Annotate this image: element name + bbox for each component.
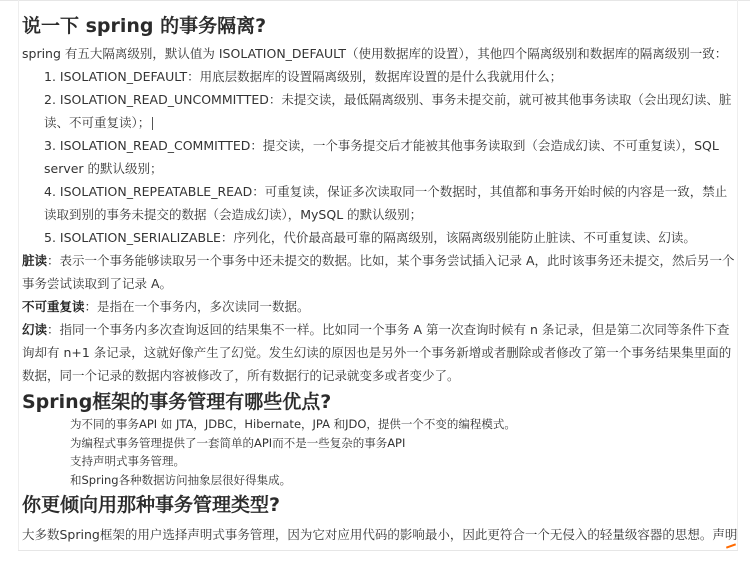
- frame-left-border: [18, 0, 19, 551]
- isolation-level-item: [44, 88, 738, 134]
- isolation-intro: spring 有五大隔离级别，默认值为 ISOLATION_DEFAULT（使用数据库的设置），其他四个隔离级别和数据库的隔离级别一致：: [22, 46, 728, 61]
- article-content: [22, 0, 738, 546]
- advantage-text: 为不同的事务API 如 JTA，JDBC，Hibernate，JPA 和JDO，提供一个不变的编程模式。: [70, 417, 516, 431]
- isolation-level-text: 2. ISOLATION_READ_UNCOMMITTED：未提交读，最低隔离级别、事务未提交前，就可被其他事务读取（会出现幻读、脏读、不可重复读）；: [44, 92, 732, 130]
- advantage-item: [70, 434, 738, 453]
- advantage-item: [70, 452, 738, 471]
- isolation-level-item: 3. ISOLATION_READ_COMMITTED：提交读，一个事务提交后才能被其他事务读取到（会造成幻读、不可重复读），SQL server 的默认级别；: [44, 138, 719, 176]
- preference-paragraph: 大多数Spring框架的用户选择声明式事务管理，因为它对应用代码的影响最小，因此更符合一个无侵入的轻量级容器的思想。声明: [22, 527, 738, 542]
- non-repeatable-term: 不可重复读: [22, 299, 85, 314]
- isolation-level-item: 1. ISOLATION_DEFAULT：用底层数据库的设置隔离级别，数据库设置的是什么我就用什么；: [44, 69, 563, 84]
- advantage-item: [70, 471, 738, 490]
- isolation-level-item: 5. ISOLATION_SERIALIZABLE：序列化，代价最高最可靠的隔离级别，该隔离级别能防止脏读、不可重复读、幻读。: [44, 230, 696, 245]
- dirty-read-term: 脏读: [22, 253, 48, 268]
- section-title-preference: 你更倾向用那种事务管理类型?: [22, 494, 281, 516]
- section-title-advantages: Spring框架的事务管理有哪些优点?: [22, 391, 332, 413]
- non-repeatable-paragraph: [22, 295, 738, 318]
- advantage-item: [70, 415, 738, 434]
- phantom-read-term: 幻读: [22, 322, 48, 337]
- dirty-read-paragraph: [22, 249, 738, 295]
- isolation-level-list: [22, 65, 738, 249]
- frame-bottom-border: [18, 550, 738, 551]
- text-cursor: [152, 117, 153, 130]
- advantage-text: 为编程式事务管理提供了一套简单的API而不是一些复杂的事务API: [70, 435, 406, 450]
- phantom-read-text: ：指同一个事务内多次查询返回的结果集不一样。比如同一个事务 A 第一次查询时候有 n 条记录，但是第二次同等条件下查询却有 n+1 条记录，这就好像产生了幻觉。发生幻读的原因也是另外一个事务新增或者删除或者修改了第一个事务结果集里面的数据，同一个记录的数据内容被修改了，所有数据行的记录就变多或者变少了。: [22, 322, 732, 383]
- dirty-read-text: ：表示一个事务能够读取另一个事务中还未提交的数据。比如，某个事务尝试插入记录 A，此时该事务还未提交，然后另一个事务尝试读取到了记录 A。: [22, 253, 735, 291]
- isolation-level-item: 4. ISOLATION_REPEATABLE_READ：可重复读，保证多次读取同一个数据时，其值都和事务开始时候的内容是一致，禁止读取到别的事务未提交的数据（会造成幻读），MySQL 的默认级别；: [44, 184, 728, 222]
- non-repeatable-text: ：是指在一个事务内，多次读同一数据。: [84, 299, 310, 314]
- section-title-isolation: 说一下 spring 的事务隔离?: [22, 15, 267, 37]
- advantage-text: 支持声明式事务管理。: [70, 454, 185, 468]
- advantage-text: 和Spring各种数据访问抽象层很好得集成。: [70, 472, 292, 487]
- phantom-read-paragraph: [22, 318, 738, 387]
- advantages-list: [22, 415, 738, 489]
